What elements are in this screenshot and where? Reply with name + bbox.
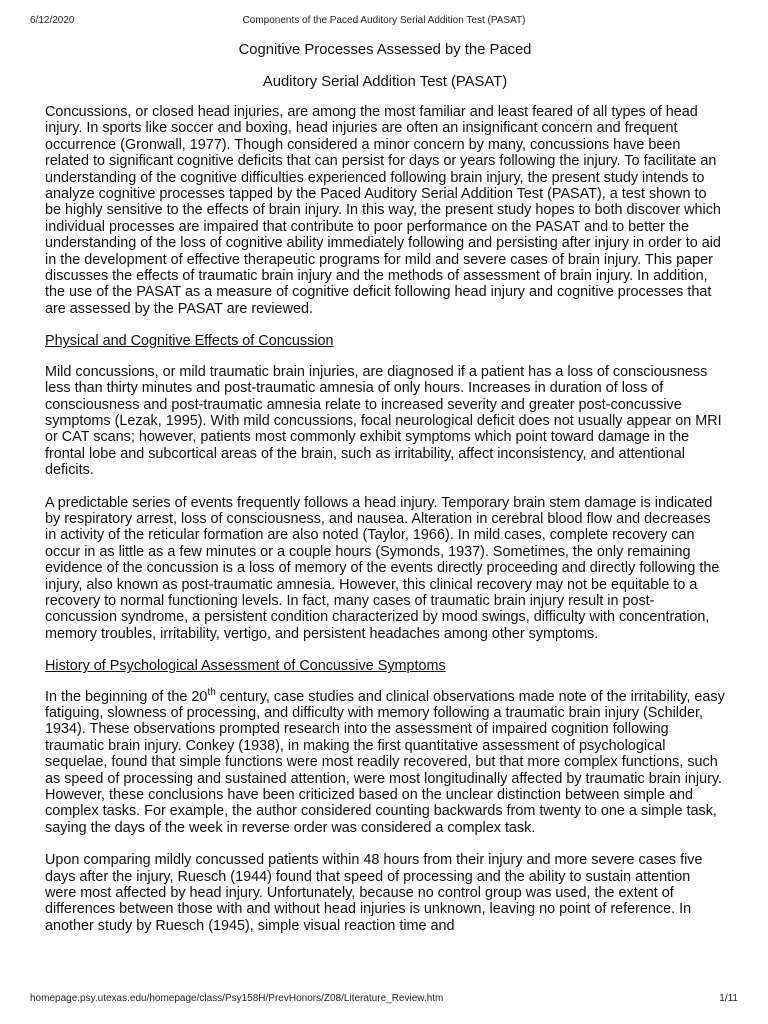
print-date: 6/12/2020 — [30, 15, 75, 26]
section2-paragraph-1 — [45, 686, 725, 837]
intro-paragraph: Concussions, or closed head injuries, are among the most familiar and least feared of all types of head injury. In sports like soccer and boxing, head injuries are often an insignificant concern and frequent occurrence (Gronwall, 1977). Though considered a minor concern by many, concussions have been related to significant cognitive deficits that can persist for days or years following the injury. To facilitate an understanding of the cognitive difficulties experienced following brain injury, the present study intends to analyze cognitive processes tapped by the Paced Auditory Serial Addition Test (PASAT), a test shown to be highly sensitive to the effects of brain injury. In this way, the present study hopes to both discover which individual processes are impaired that contribute to poor performance on the PASAT and to better the understanding of the loss of cognitive ability immediately following and persisting after injury in order to aid in the development of effective therapeutic programs for mild and severe cases of brain injury. This paper discusses the effects of traumatic brain injury and the methods of assessment of brain injury. In addition, the use of the PASAT as a measure of cognitive deficit following head injury and cognitive processes that are assessed by the PASAT are reviewed. — [45, 104, 721, 317]
document-title-line-2: Auditory Serial Addition Test (PASAT) — [262, 74, 508, 90]
section1-paragraph-1: Mild concussions, or mild traumatic brain injuries, are diagnosed if a patient has a loss of consciousness less than thirty minutes and post-traumatic amnesia of only hours. Increases in duration of loss of consciousness and post-traumatic amnesia relate to increased severity and greater post-concussive symptoms (Lezak, 1995). With mild concussions, focal neurological deficit does not usually appear on MRI or CAT scans; however, patients most commonly exhibit symptoms which point toward damage in the frontal lobe and subcortical areas of the brain, such as irritability, affect inconsistency, and attentional deficits. — [45, 363, 722, 479]
section-heading-physical-cognitive-effects: Physical and Cognitive Effects of Concussion — [45, 333, 334, 350]
document-title-line-1: Cognitive Processes Assessed by the Paced — [238, 42, 532, 58]
section2-p1-rest: century, case studies and clinical observations made note of the irritability, easy fatiguing, slowness of processing, and difficulty with memory following a traumatic brain injury (Schilder, 1934). These observations prompted research into the assessment of impaired cognition following traumatic brain injury. Conkey (1938), in making the first quantitative assessment of psychological sequelae, found that simple functions were most readily recovered, but that more complex functions, such as speed of processing and sustained attention, were most longitudinally affected by traumatic brain injury. However, these conclusions have been criticized based on the unclear distinction between simple and complex tasks. For example, the author considered counting backwards from twenty to one a simple task, saying the days of the week in reverse order was considered a complex task. — [45, 688, 725, 836]
section2-paragraph-2: Upon comparing mildly concussed patients within 48 hours from their injury and more severe cases five days after the injury, Ruesch (1944) found that speed of processing and the ability to sustain attention were most affected by head injury. Unfortunately, because no control group was used, the extent of differences between those with and without head injuries is unknown, leaving no point of reference. In another study by Ruesch (1945), simple visual reaction time and — [45, 852, 703, 934]
print-header — [30, 14, 738, 28]
print-page-title: Components of the Paced Auditory Serial Addition Test (PASAT) — [242, 15, 526, 26]
document-body — [45, 38, 725, 950]
section1-paragraph-2: A predictable series of events frequently follows a head injury. Temporary brain stem damage is indicated by respiratory arrest, loss of consciousness, and nausea. Alteration in cerebral blood flow and decreases in activity of the reticular formation are also noted (Taylor, 1966). In mild cases, complete recovery can occur in as little as a few minutes or a couple hours (Symonds, 1937). Sometimes, the only remaining evidence of the concussion is a loss of memory of the events directly proceeding and directly following the injury, also known as post-traumatic amnesia. However, this clinical recovery may not be equitable to a recovery to normal functioning levels. In fact, many cases of traumatic brain injury result in post-concussion syndrome, a persistent condition characterized by mood swings, difficulty with concentration, memory troubles, irritability, vertigo, and persistent headaches among other symptoms. — [45, 494, 720, 642]
section-heading-history-assessment: History of Psychological Assessment of Concussive Symptoms — [45, 658, 446, 675]
section2-p1-start: In the beginning of the 20 — [45, 688, 208, 705]
print-footer — [30, 992, 738, 1006]
superscript-th: th — [207, 686, 216, 698]
print-url: homepage.psy.utexas.edu/homepage/class/Psy158H/PrevHonors/Z08/Literature_Review.htm — [30, 993, 444, 1004]
page-number: 1/11 — [719, 993, 738, 1004]
